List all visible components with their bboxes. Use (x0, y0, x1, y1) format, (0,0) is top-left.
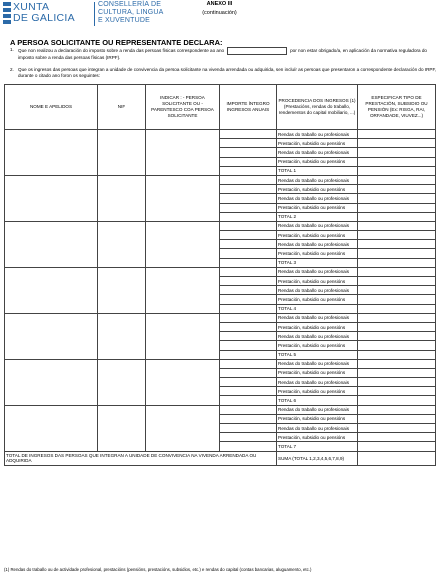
declaration-1-text-b: por non estar obrigado/a, en aplicación da normativa reguladora do imposto sobre a renda das persoas físicas (IRPF). (18, 48, 427, 60)
specify-input[interactable] (358, 396, 436, 405)
income-type-label: Rendas do traballo ou profesionais (277, 359, 358, 368)
amount-input[interactable] (220, 231, 277, 240)
relation-input[interactable] (146, 359, 220, 405)
income-type-label: Prestación, subsidio ou pensións (277, 414, 358, 423)
table-row (5, 175, 436, 184)
amount-input[interactable] (220, 221, 277, 230)
specify-input[interactable] (358, 295, 436, 304)
table-row (5, 267, 436, 276)
specify-input[interactable] (358, 203, 436, 212)
name-input[interactable] (5, 405, 98, 451)
table-row (5, 130, 436, 139)
amount-input[interactable] (220, 322, 277, 331)
amount-input[interactable] (220, 387, 277, 396)
specify-input[interactable] (358, 194, 436, 203)
nif-input[interactable] (98, 130, 146, 176)
logo-line1: XUNTA (13, 1, 50, 13)
specify-input[interactable] (358, 313, 436, 322)
amount-input[interactable] (220, 267, 277, 276)
dept-line1: CONSELLERÍA DE (98, 1, 162, 8)
name-input[interactable] (5, 359, 98, 405)
income-type-label: Rendas do traballo ou profesionais (277, 267, 358, 276)
income-type-label: Rendas do traballo ou profesionais (277, 221, 358, 230)
amount-input[interactable] (220, 203, 277, 212)
declaration-2-text: Que os ingresos das persoas que integran a unidade de convivencia da persoa solicitante na vivenda arrendada ou adquirida, sen incluír as persoas que presentaron a correspondente declaración do IRPF, durante o citado ano foron os seguintes: (18, 67, 437, 79)
amount-input[interactable] (220, 442, 277, 451)
specify-input[interactable] (358, 277, 436, 286)
income-type-label: Rendas do traballo ou profesionais (277, 240, 358, 249)
page-header (0, 0, 439, 40)
amount-input[interactable] (220, 130, 277, 139)
income-type-label: Rendas do traballo ou profesionais (277, 313, 358, 322)
group-total-label: TOTAL 1 (277, 166, 358, 175)
nif-input[interactable] (98, 221, 146, 267)
income-type-label: Rendas do traballo ou profesionais (277, 194, 358, 203)
relation-input[interactable] (146, 267, 220, 313)
logo-line2: DE GALICIA (13, 12, 75, 24)
relation-input[interactable] (146, 175, 220, 221)
specify-input[interactable] (358, 221, 436, 230)
amount-input[interactable] (220, 378, 277, 387)
name-input[interactable] (5, 221, 98, 267)
amount-input[interactable] (220, 396, 277, 405)
amount-input[interactable] (220, 166, 277, 175)
relation-input[interactable] (146, 313, 220, 359)
table-row (5, 221, 436, 230)
specify-input[interactable] (358, 368, 436, 377)
specify-input[interactable] (358, 231, 436, 240)
header-nif: NIF (98, 85, 146, 130)
relation-input[interactable] (146, 405, 220, 451)
income-type-label: Rendas do traballo ou profesionais (277, 130, 358, 139)
specify-input[interactable] (358, 139, 436, 148)
group-total-label: TOTAL 6 (277, 396, 358, 405)
specify-input[interactable] (358, 442, 436, 451)
specify-input[interactable] (358, 212, 436, 221)
name-input[interactable] (5, 175, 98, 221)
amount-input[interactable] (220, 212, 277, 221)
amount-input[interactable] (220, 350, 277, 359)
specify-input[interactable] (358, 249, 436, 258)
table-row (5, 359, 436, 368)
declaration-2-number: 2. (10, 67, 14, 72)
income-type-label: Prestación, subsidio ou pensións (277, 139, 358, 148)
nif-input[interactable] (98, 175, 146, 221)
nif-input[interactable] (98, 313, 146, 359)
table-row (5, 313, 436, 322)
nif-input[interactable] (98, 359, 146, 405)
section-title: A PERSOA SOLICITANTE OU REPRESENTANTE DECLARA: (10, 38, 223, 47)
amount-input[interactable] (220, 175, 277, 184)
dept-line2: CULTURA, LINGUA (98, 9, 164, 16)
amount-input[interactable] (220, 295, 277, 304)
amount-input[interactable] (220, 424, 277, 433)
group-total-label: TOTAL 2 (277, 212, 358, 221)
relation-input[interactable] (146, 130, 220, 176)
header-origin: PROCEDENCIA DOS INGRESOS (1) (Prestacións, rendas do traballo, rendementos do capital mobiliario, ...) (277, 85, 358, 130)
amount-input[interactable] (220, 304, 277, 313)
specify-input[interactable] (358, 322, 436, 331)
income-type-label: Rendas do traballo ou profesionais (277, 175, 358, 184)
group-total-label: TOTAL 7 (277, 442, 358, 451)
footer-sum-label: SUMA (TOTAL 1,2,3,4,5,6,7,8,9) (277, 451, 358, 465)
amount-input[interactable] (220, 157, 277, 166)
amount-input[interactable] (220, 433, 277, 442)
amount-input[interactable] (220, 185, 277, 194)
table-body (5, 130, 436, 452)
income-type-label: Prestación, subsidio ou pensións (277, 433, 358, 442)
income-type-label: Prestación, subsidio ou pensións (277, 231, 358, 240)
specify-input[interactable] (358, 286, 436, 295)
specify-input[interactable] (358, 267, 436, 276)
amount-input[interactable] (220, 405, 277, 414)
specify-input[interactable] (358, 424, 436, 433)
amount-input[interactable] (220, 277, 277, 286)
specify-input[interactable] (358, 130, 436, 139)
amount-input[interactable] (220, 286, 277, 295)
income-table (4, 84, 436, 466)
amount-input[interactable] (220, 240, 277, 249)
income-type-label: Rendas do traballo ou profesionais (277, 378, 358, 387)
specify-input[interactable] (358, 359, 436, 368)
income-type-label: Rendas do traballo ou profesionais (277, 424, 358, 433)
group-total-label: TOTAL 4 (277, 304, 358, 313)
income-type-label: Prestación, subsidio ou pensións (277, 249, 358, 258)
header-amount: IMPORTE ÍNTEGRO INGRESOS ANUAIS (220, 85, 277, 130)
year-input[interactable] (227, 47, 287, 55)
income-type-label: Rendas do traballo ou profesionais (277, 286, 358, 295)
amount-input[interactable] (220, 249, 277, 258)
amount-input[interactable] (220, 313, 277, 322)
income-type-label: Rendas do traballo ou profesionais (277, 405, 358, 414)
relation-input[interactable] (146, 221, 220, 267)
header-relation: INDICAR : - PERSOA SOLICITANTE OU - PARENTESCO COA PERSOA SOLICITANTE (146, 85, 220, 130)
specify-input[interactable] (358, 166, 436, 175)
group-total-label: TOTAL 3 (277, 258, 358, 267)
specify-input[interactable] (358, 378, 436, 387)
name-input[interactable] (5, 313, 98, 359)
amount-input[interactable] (220, 258, 277, 267)
specify-input[interactable] (358, 332, 436, 341)
specify-input[interactable] (358, 175, 436, 184)
specify-input[interactable] (358, 157, 436, 166)
specify-input[interactable] (358, 341, 436, 350)
amount-input[interactable] (220, 194, 277, 203)
group-total-label: TOTAL 5 (277, 350, 358, 359)
amount-input[interactable] (220, 368, 277, 377)
specify-input[interactable] (358, 433, 436, 442)
income-type-label: Prestación, subsidio ou pensións (277, 277, 358, 286)
declaration-1-number: 1. (10, 47, 14, 52)
amount-input[interactable] (220, 332, 277, 341)
income-type-label: Prestación, subsidio ou pensións (277, 185, 358, 194)
specify-input[interactable] (358, 387, 436, 396)
amount-input[interactable] (220, 341, 277, 350)
income-type-label: Prestación, subsidio ou pensións (277, 157, 358, 166)
income-type-label: Prestación, subsidio ou pensións (277, 387, 358, 396)
amount-input[interactable] (220, 139, 277, 148)
income-type-label: Rendas do traballo ou profesionais (277, 332, 358, 341)
specify-input[interactable] (358, 240, 436, 249)
footnote: (1) Rendas do traballo ou de actividade profesional, prestacións (pensións, prestacións, subsidios, etc.) e rendas do capital (contas bancarias, aluguamento, etc.) (4, 567, 312, 572)
footer-sum-input[interactable] (358, 451, 436, 465)
nif-input[interactable] (98, 267, 146, 313)
income-type-label: Rendas do traballo ou profesionais (277, 148, 358, 157)
specify-input[interactable] (358, 148, 436, 157)
income-type-label: Prestación, subsidio ou pensións (277, 295, 358, 304)
income-type-label: Prestación, subsidio ou pensións (277, 322, 358, 331)
name-input[interactable] (5, 130, 98, 176)
declaration-1-text-a: Que non realizou a declaración do imposto sobre a renda das persoas físicas correspondente ao ano (18, 48, 225, 54)
footer-total-label: TOTAL DE INGRESOS DAS PERSOAS QUE INTEGRAN A UNIDADE DE CONVIVENCIA NA VIVENDA ARRENDADA OU ADQUIRIDA (5, 451, 277, 465)
table-row (5, 405, 436, 414)
header-specify: ESPECIFICAR TIPO DE PRESTACIÓN, SUBSIDIO OU PENSIÓN (Ex: RISGA, RAI, ORFANDADE, VIUVEZ...) (358, 85, 436, 130)
amount-input[interactable] (220, 148, 277, 157)
name-input[interactable] (5, 267, 98, 313)
amount-input[interactable] (220, 414, 277, 423)
amount-input[interactable] (220, 359, 277, 368)
dept-line3: E XUVENTUDE (98, 17, 150, 24)
annex-title: ANEXO III (206, 1, 233, 7)
specify-input[interactable] (358, 350, 436, 359)
income-type-label: Prestación, subsidio ou pensións (277, 341, 358, 350)
nif-input[interactable] (98, 405, 146, 451)
specify-input[interactable] (358, 405, 436, 414)
specify-input[interactable] (358, 304, 436, 313)
specify-input[interactable] (358, 258, 436, 267)
table-header-row (5, 85, 436, 130)
table-footer-row (5, 451, 436, 465)
income-type-label: Prestación, subsidio ou pensións (277, 203, 358, 212)
specify-input[interactable] (358, 414, 436, 423)
specify-input[interactable] (358, 185, 436, 194)
income-type-label: Prestación, subsidio ou pensións (277, 368, 358, 377)
annex-subtitle: (continuación) (202, 10, 237, 16)
header-name: NOME E APELIDOS (5, 85, 98, 130)
